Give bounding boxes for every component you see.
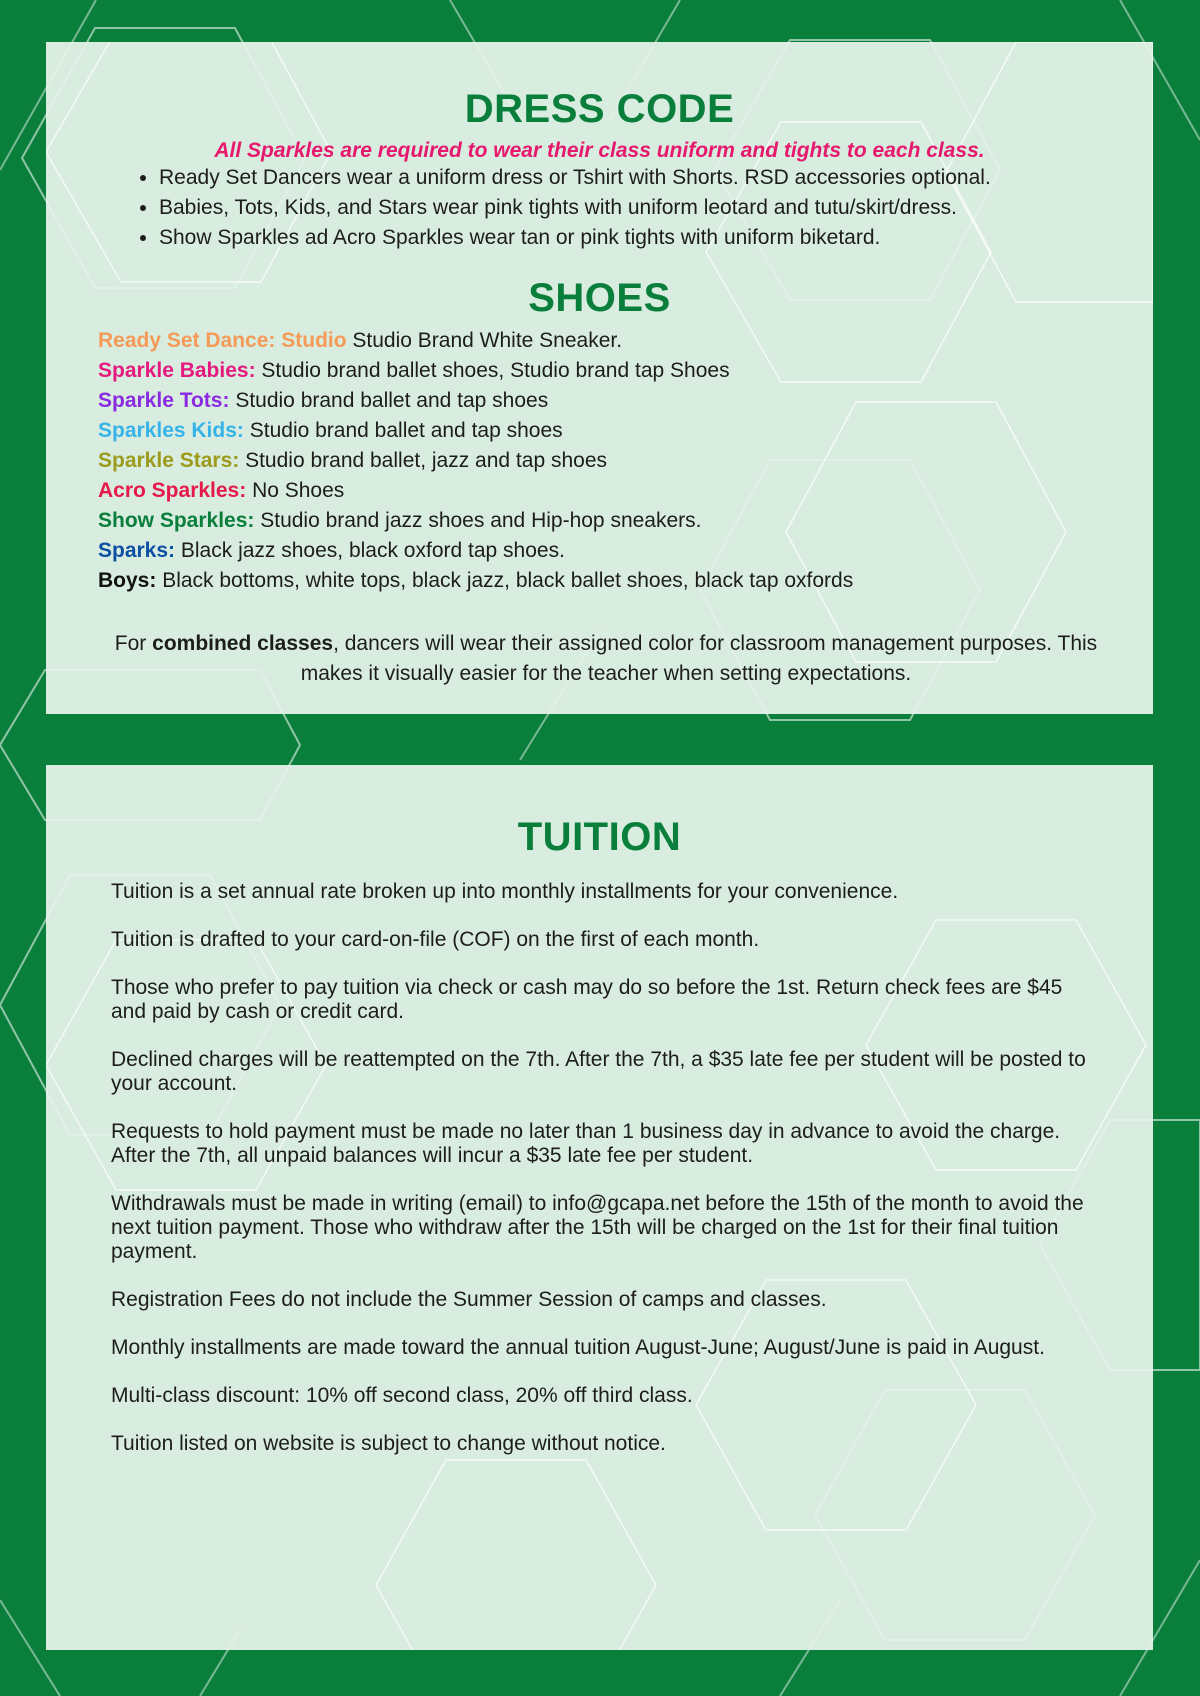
- shoes-list: [98, 326, 1098, 596]
- tuition-panel: [46, 765, 1153, 1650]
- shoe-text: Studio brand ballet and tap shoes: [229, 389, 549, 412]
- shoe-label: Show Sparkles:: [98, 509, 255, 532]
- shoe-text: Studio brand jazz shoes and Hip-hop sneakers.: [254, 509, 702, 532]
- shoe-row-sparks: [98, 536, 1098, 566]
- note-prefix: For: [114, 632, 153, 655]
- shoe-row-sparkle-stars: [98, 446, 1098, 476]
- shoe-label: Sparks:: [98, 539, 176, 562]
- tuition-paragraph: Withdrawals must be made in writing (email) to info@gcapa.net before the 15th of the month to avoid the next tuition payment. Those who withdraw after the 15th will be charged on the 1st for their final tuition payment.: [111, 1192, 1084, 1263]
- tuition-paragraph: Those who prefer to pay tuition via check or cash may do so before the 1st. Return check fees are $45 and paid by cash or credit card.: [111, 976, 1063, 1023]
- tuition-paragraph: Tuition is a set annual rate broken up into monthly installments for your convenience.: [111, 880, 899, 903]
- shoe-label: Ready Set Dance: Studio: [98, 329, 347, 352]
- tuition-paragraph: Tuition listed on website is subject to change without notice.: [111, 1432, 666, 1455]
- tuition-paragraph: Multi-class discount: 10% off second class, 20% off third class.: [111, 1384, 693, 1407]
- shoe-row-boys: [98, 566, 1098, 596]
- shoe-label: Boys:: [98, 569, 157, 592]
- dress-code-item: • Ready Set Dancers wear a uniform dress or Tshirt with Shorts. RSD accessories optional.: [159, 163, 1119, 193]
- shoe-row-sparkle-babies: [98, 356, 1098, 386]
- shoe-row-sparkles-kids: [98, 416, 1098, 446]
- shoe-text: Studio Brand White Sneaker.: [346, 329, 623, 352]
- dress-code-item: • Babies, Tots, Kids, and Stars wear pink tights with uniform leotard and tutu/skirt/dress.: [159, 193, 1119, 223]
- shoe-text: Studio brand ballet and tap shoes: [243, 419, 563, 442]
- shoe-label: Sparkle Babies:: [98, 359, 256, 382]
- tuition-paragraph: Tuition is drafted to your card-on-file (COF) on the first of each month.: [111, 928, 760, 951]
- shoes-title: SHOES: [528, 276, 671, 320]
- tuition-title: TUITION: [517, 815, 682, 859]
- dress-code-list: [131, 163, 1119, 253]
- note-bold: combined classes: [152, 632, 334, 655]
- shoe-label: Sparkle Stars:: [98, 449, 240, 472]
- tuition-paragraph: Registration Fees do not include the Summer Session of camps and classes.: [111, 1288, 827, 1311]
- shoe-label: Sparkle Tots:: [98, 389, 230, 412]
- shoe-row-ready-set-dance: [98, 326, 1098, 356]
- shoe-text: No Shoes: [246, 479, 345, 502]
- dress-code-item: • Show Sparkles ad Acro Sparkles wear tan or pink tights with uniform biketard.: [159, 223, 1119, 253]
- shoe-label: Acro Sparkles:: [98, 479, 247, 502]
- shoe-label: Sparkles Kids:: [98, 419, 244, 442]
- note-suffix: , dancers will wear their assigned color for classroom management purposes. This makes it visually easier for the teacher when setting expectations.: [300, 632, 1098, 685]
- shoe-row-acro-sparkles: [98, 476, 1098, 506]
- dress-code-title: DRESS CODE: [464, 87, 735, 131]
- dress-code-intro: All Sparkles are required to wear their class uniform and tights to each class.: [214, 139, 985, 162]
- shoe-row-sparkle-tots: [98, 386, 1098, 416]
- tuition-paragraph: Declined charges will be reattempted on the 7th. After the 7th, a $35 late fee per student will be posted to your account.: [111, 1048, 1086, 1095]
- tuition-paragraph: Monthly installments are made toward the annual tuition August-June; August/June is paid in August.: [111, 1336, 1045, 1359]
- shoe-text: Studio brand ballet, jazz and tap shoes: [239, 449, 607, 472]
- tuition-paragraphs: [111, 880, 1101, 1480]
- shoe-row-show-sparkles: [98, 506, 1098, 536]
- shoe-text: Black bottoms, white tops, black jazz, black ballet shoes, black tap oxfords: [156, 569, 854, 592]
- shoe-text: Studio brand ballet shoes, Studio brand tap Shoes: [255, 359, 730, 382]
- dress-code-panel: [46, 42, 1153, 714]
- shoe-text: Black jazz shoes, black oxford tap shoes.: [175, 539, 565, 562]
- tuition-paragraph: Requests to hold payment must be made no later than 1 business day in advance to avoid the charge. After the 7th, all unpaid balances will incur a $35 late fee per student.: [111, 1120, 1061, 1167]
- combined-classes-note: [106, 629, 1106, 689]
